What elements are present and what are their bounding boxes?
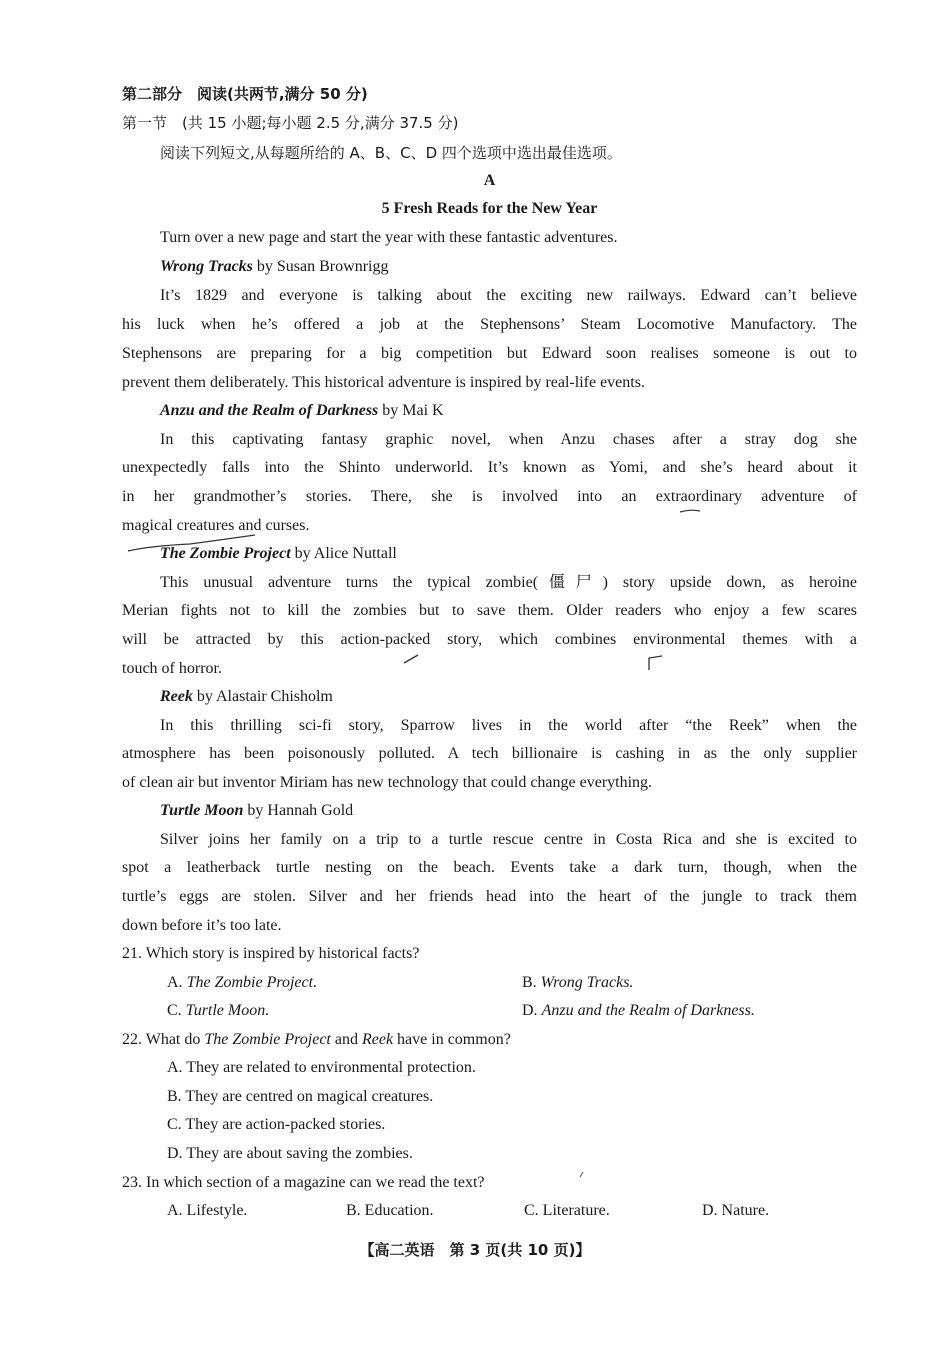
stem-title: The Zombie Project [204, 1031, 331, 1048]
option-text: Anzu and the Realm of Darkness. [541, 1002, 755, 1019]
passage-letter: A [483, 172, 496, 189]
option-letter: B. [522, 974, 537, 991]
text-line: It’s 1829 and everyone is talking about the exciting new railways. Edward can’t believe [160, 287, 857, 304]
stem-text: 22. What do [122, 1031, 205, 1048]
text-line: of clean air but inventor Miriam has new technology that could change everything. [122, 774, 653, 791]
book-author: by Alice Nuttall [294, 545, 397, 562]
question-stem [122, 1030, 857, 1050]
text-line: in her grandmother’s stories. There, she is involved into an extraordinary adventure of [122, 488, 857, 505]
book-title: Turtle Moon [160, 802, 244, 819]
book-title: Reek [160, 688, 193, 705]
text-line: down before it’s too late. [122, 917, 282, 934]
book-heading [160, 257, 857, 277]
option-d[interactable]: D. They are about saving the zombies. [167, 1145, 413, 1162]
text-line: magical creatures and curses. [122, 517, 310, 534]
passage-title: 5 Fresh Reads for the New Year [381, 200, 598, 217]
stem-text: and [330, 1031, 362, 1048]
book-title: Wrong Tracks [160, 258, 253, 275]
book-author: by Susan Brownrigg [256, 258, 389, 275]
option-letter: A. [167, 974, 183, 991]
option-letter: C. [167, 1002, 182, 1019]
option-a[interactable]: A. Lifestyle. [167, 1202, 248, 1219]
book-heading [160, 401, 857, 421]
option-c[interactable] [167, 1001, 269, 1021]
text-line: In this captivating fantasy graphic novel, when Anzu chases after a stray dog she [160, 431, 857, 448]
text-line: his luck when he’s offered a job at the Stephensons’ Steam Locomotive Manufactory. The [122, 316, 857, 333]
option-letter: D. [522, 1002, 538, 1019]
text-line: spot a leatherback turtle nesting on the beach. Events take a dark turn, though, when the [122, 859, 857, 876]
option-b[interactable]: B. Education. [346, 1202, 434, 1219]
text-line: Stephensons are preparing for a big competition but Edward soon realises someone is out to [122, 345, 857, 362]
text-line: In this thrilling sci-fi story, Sparrow lives in the world after “the Reek” when the [160, 717, 857, 734]
book-heading [160, 801, 857, 821]
text-line: atmosphere has been poisonously polluted. A tech billionaire is cashing in as the only supplier [122, 745, 857, 762]
option-a[interactable]: A. They are related to environmental protection. [167, 1059, 476, 1076]
book-title: Anzu and the Realm of Darkness [160, 402, 379, 419]
option-text: The Zombie Project. [186, 974, 318, 991]
text-line: touch of horror. [122, 660, 222, 677]
part-title: 第二部分 阅读(共两节,满分 50 分) [122, 85, 368, 103]
instruction: 阅读下列短文,从每题所给的 A、B、C、D 四个选项中选出最佳选项。 [160, 144, 622, 162]
page-footer: 【高二英语 第 3 页(共 10 页)】 [359, 1241, 591, 1259]
book-author: by Mai K [382, 402, 444, 419]
option-a[interactable] [167, 973, 317, 993]
option-d[interactable]: D. Nature. [702, 1202, 770, 1219]
text-line: will be attracted by this action-packed story, which combines environmental themes with a [122, 631, 857, 648]
option-text: Wrong Tracks. [540, 974, 634, 991]
section-title: 第一节 (共 15 小题;每小题 2.5 分,满分 37.5 分) [122, 114, 459, 132]
option-text: Turtle Moon. [185, 1002, 270, 1019]
text-line: This unusual adventure turns the typical zombie(僵尸) story upside down, as heroine [160, 574, 857, 591]
option-c[interactable]: C. Literature. [524, 1202, 610, 1219]
option-c[interactable]: C. They are action-packed stories. [167, 1116, 386, 1133]
text-line: Merian fights not to kill the zombies but to save them. Older readers who enjoy a few scares [122, 602, 857, 619]
option-b[interactable]: B. They are centred on magical creatures. [167, 1088, 434, 1105]
option-b[interactable] [522, 973, 633, 993]
stem-text: have in common? [393, 1031, 511, 1048]
book-heading [160, 687, 857, 707]
passage-intro: Turn over a new page and start the year with these fantastic adventures. [160, 229, 618, 246]
question-stem: 23. In which section of a magazine can we read the text? [122, 1174, 485, 1191]
pen-stroke [680, 510, 700, 512]
book-author: by Hannah Gold [247, 802, 354, 819]
text-line: unexpectedly falls into the Shinto underworld. It’s known as Yomi, and she’s heard about it [122, 459, 857, 476]
stem-title: Reek [361, 1031, 394, 1048]
book-author: by Alastair Chisholm [196, 688, 333, 705]
option-d[interactable] [522, 1001, 755, 1021]
text-line: Silver joins her family on a trip to a turtle rescue centre in Costa Rica and she is excited to [160, 831, 857, 848]
book-heading [160, 544, 857, 564]
question-stem: 21. Which story is inspired by historical facts? [122, 945, 420, 962]
book-title: The Zombie Project [160, 545, 291, 562]
text-line: prevent them deliberately. This historical adventure is inspired by real-life events. [122, 374, 645, 391]
text-line: turtle’s eggs are stolen. Silver and her friends head into the heart of the jungle to track them [122, 888, 857, 905]
